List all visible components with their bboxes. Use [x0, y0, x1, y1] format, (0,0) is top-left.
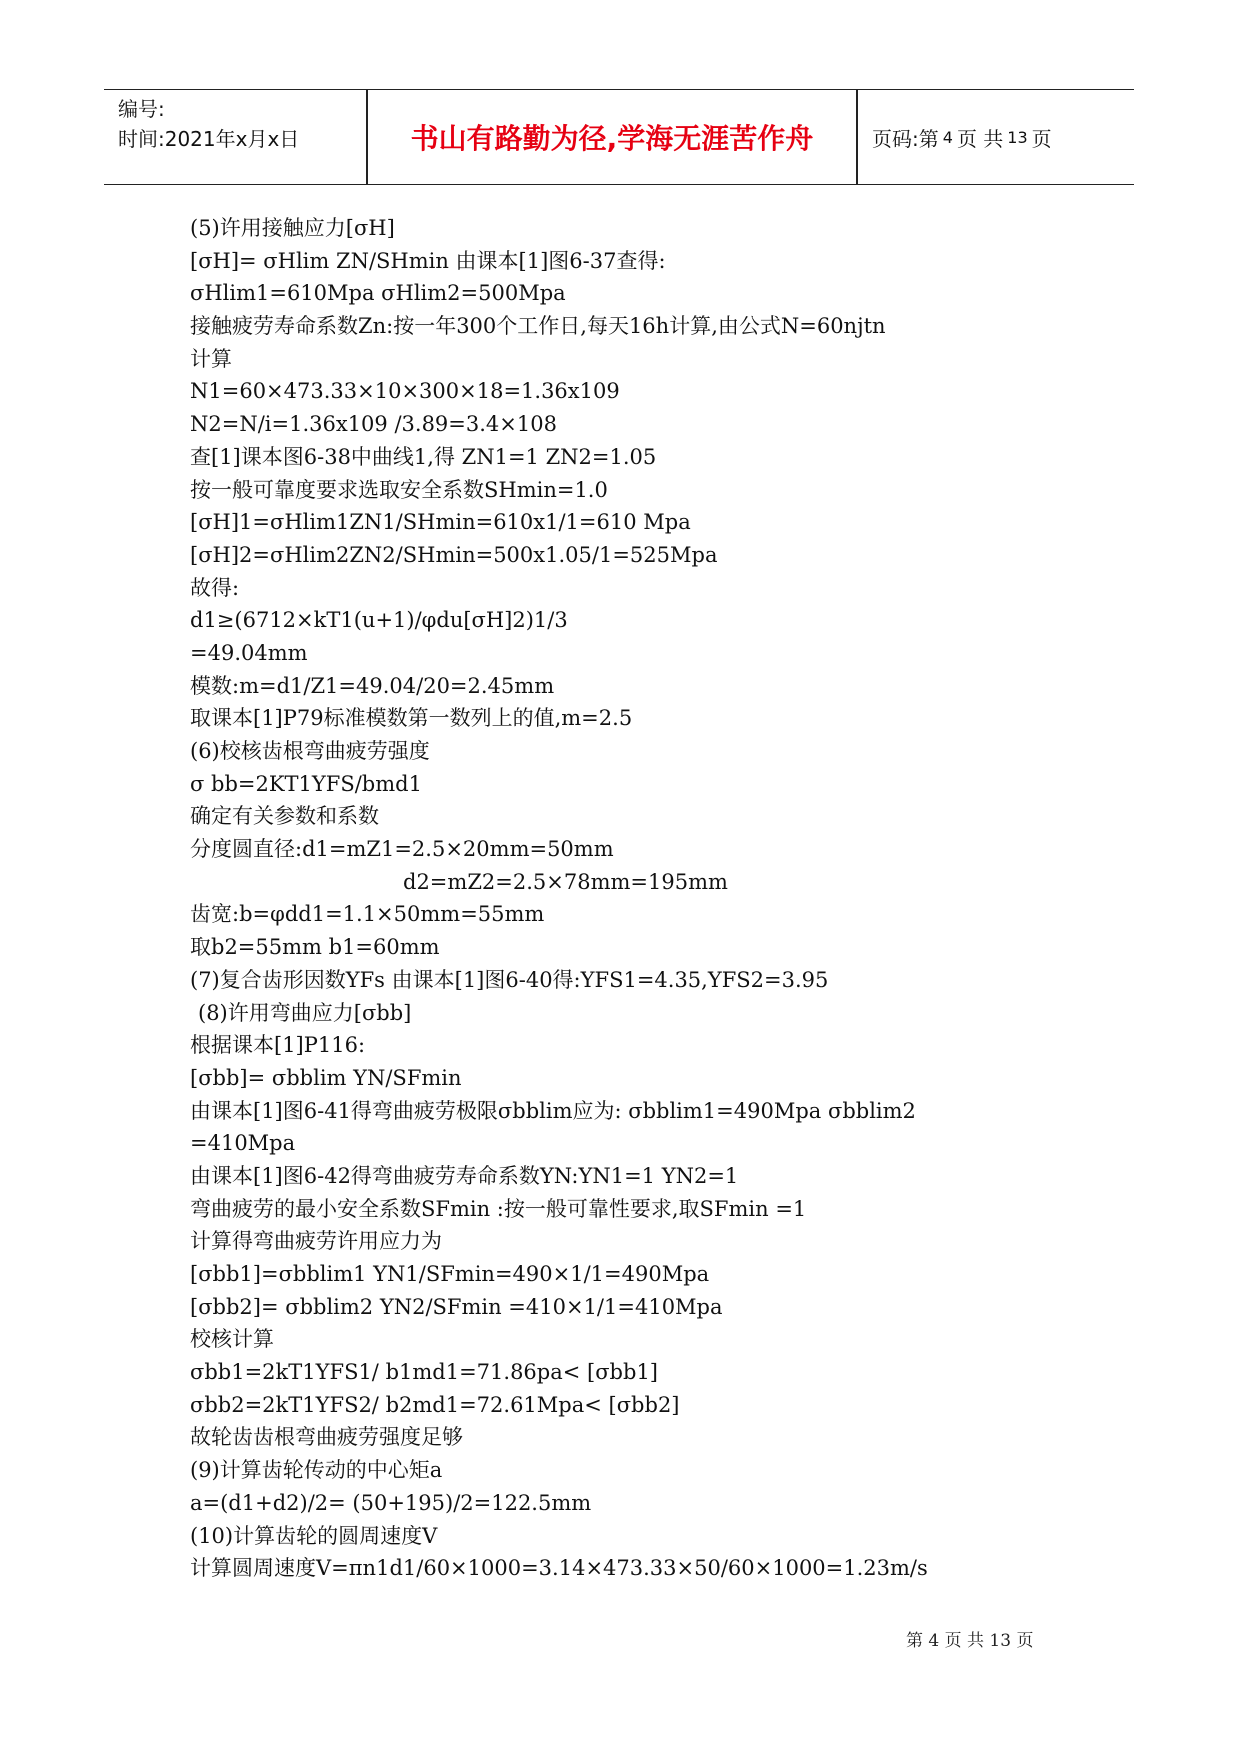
- text-line: (6)校核齿根弯曲疲劳强度: [190, 739, 430, 763]
- text-line: 模数:m=d1/Z1=49.04/20=2.45mm: [190, 673, 555, 698]
- text-line: (8)许用弯曲应力[σbb]: [198, 1000, 412, 1025]
- text-line: σ bb=2KT1YFS/bmd1: [190, 771, 422, 796]
- text-line: d1≥(6712×kT1(u+1)/φdu[σH]2)1/3: [190, 608, 568, 633]
- text-line: 由课本[1]图6-41得弯曲疲劳极限σbblim应为: σbblim1=490Mpa σbblim2: [190, 1098, 916, 1123]
- text-line: [σbb1]=σbblim1 YN1/SFmin=490×1/1=490Mpa: [190, 1262, 710, 1286]
- text-line: a=(d1+d2)/2= (50+195)/2=122.5mm: [190, 1490, 592, 1515]
- text-line: 接触疲劳寿命系数Zn:按一年300个工作日,每天16h计算,由公式N=60njtn: [190, 314, 886, 339]
- text-line: d2=mZ2=2.5×78mm=195mm: [403, 869, 728, 894]
- text-line: 按一般可靠度要求选取安全系数SHmin=1.0: [190, 477, 608, 502]
- text-line: (5)许用接触应力[σH]: [190, 216, 395, 240]
- page-header: [104, 89, 1134, 185]
- text-line: 齿宽:b=φdd1=1.1×50mm=55mm: [190, 902, 545, 927]
- text-line: 取课本[1]P79标准模数第一数列上的值,m=2.5: [190, 706, 633, 731]
- header-divider: [856, 90, 858, 184]
- text-line: =410Mpa: [190, 1131, 296, 1156]
- text-line: 计算: [190, 346, 232, 371]
- document-body: [190, 212, 1090, 1585]
- text-line: 确定有关参数和系数: [190, 804, 379, 829]
- text-line: 计算圆周速度V=πn1d1/60×1000=3.14×473.33×50/60×1000=1.23m/s: [190, 1556, 928, 1581]
- text-line: [σH]1=σHlim1ZN1/SHmin=610x1/1=610 Mpa: [190, 510, 691, 535]
- text-line: 根据课本[1]P116:: [190, 1033, 366, 1058]
- serial-label: 编号:: [118, 97, 165, 121]
- text-line: N1=60×473.33×10×300×18=1.36x109: [190, 379, 620, 404]
- time-text: 时间:2021年x月x日: [118, 127, 300, 151]
- text-line: σbb2=2kT1YFS2/ b2md1=72.61Mpa< [σbb2]: [190, 1392, 680, 1417]
- text-line: 校核计算: [190, 1327, 274, 1352]
- text-line: (9)计算齿轮传动的中心矩a: [190, 1458, 443, 1483]
- page-prefix: 页码:第: [872, 126, 939, 151]
- text-line: 查[1]课本图6-38中曲线1,得 ZN1=1 ZN2=1.05: [190, 444, 657, 469]
- text-line: 弯曲疲劳的最小安全系数SFmin :按一般可靠性要求,取SFmin =1: [190, 1196, 807, 1221]
- page-suffix: 页: [1031, 126, 1052, 151]
- text-line: 计算得弯曲疲劳许用应力为: [190, 1229, 442, 1254]
- text-line: σHlim1=610Mpa σHlim2=500Mpa: [190, 281, 566, 306]
- text-line: =49.04mm: [190, 640, 308, 665]
- text-line: [σbb2]= σbblim2 YN2/SFmin =410×1/1=410Mpa: [190, 1294, 723, 1319]
- page-mid: 页 共: [956, 126, 1004, 151]
- text-line: 取b2=55mm b1=60mm: [190, 935, 440, 960]
- text-line: (7)复合齿形因数YFs 由课本[1]图6-40得:YFS1=4.35,YFS2=3.95: [190, 967, 829, 992]
- text-line: N2=N/i=1.36x109 /3.89=3.4×108: [190, 412, 557, 437]
- header-meta: [118, 94, 358, 154]
- page-current: 4: [942, 127, 953, 147]
- text-line: [σbb]= σbblim YN/SFmin: [190, 1065, 462, 1090]
- text-line: [σH]2=σHlim2ZN2/SHmin=500x1.05/1=525Mpa: [190, 542, 718, 567]
- text-line: [σH]= σHlim ZN/SHmin 由课本[1]图6-37查得:: [190, 248, 666, 273]
- text-line: (10)计算齿轮的圆周速度V: [190, 1523, 438, 1548]
- text-line: 故轮齿齿根弯曲疲劳强度足够: [190, 1425, 463, 1450]
- header-page-number: [872, 90, 1052, 184]
- page-footer: 第 4 页 共 13 页: [906, 1631, 1034, 1651]
- text-line: 分度圆直径:d1=mZ1=2.5×20mm=50mm: [190, 837, 614, 862]
- text-line: 由课本[1]图6-42得弯曲疲劳寿命系数YN:YN1=1 YN2=1: [190, 1163, 739, 1188]
- text-line: 故得:: [190, 575, 240, 600]
- text-line: σbb1=2kT1YFS1/ b1md1=71.86pa< [σbb1]: [190, 1360, 658, 1385]
- page-total: 13: [1007, 127, 1028, 147]
- header-motto: 书山有路勤为径,学海无涯苦作舟: [410, 122, 814, 155]
